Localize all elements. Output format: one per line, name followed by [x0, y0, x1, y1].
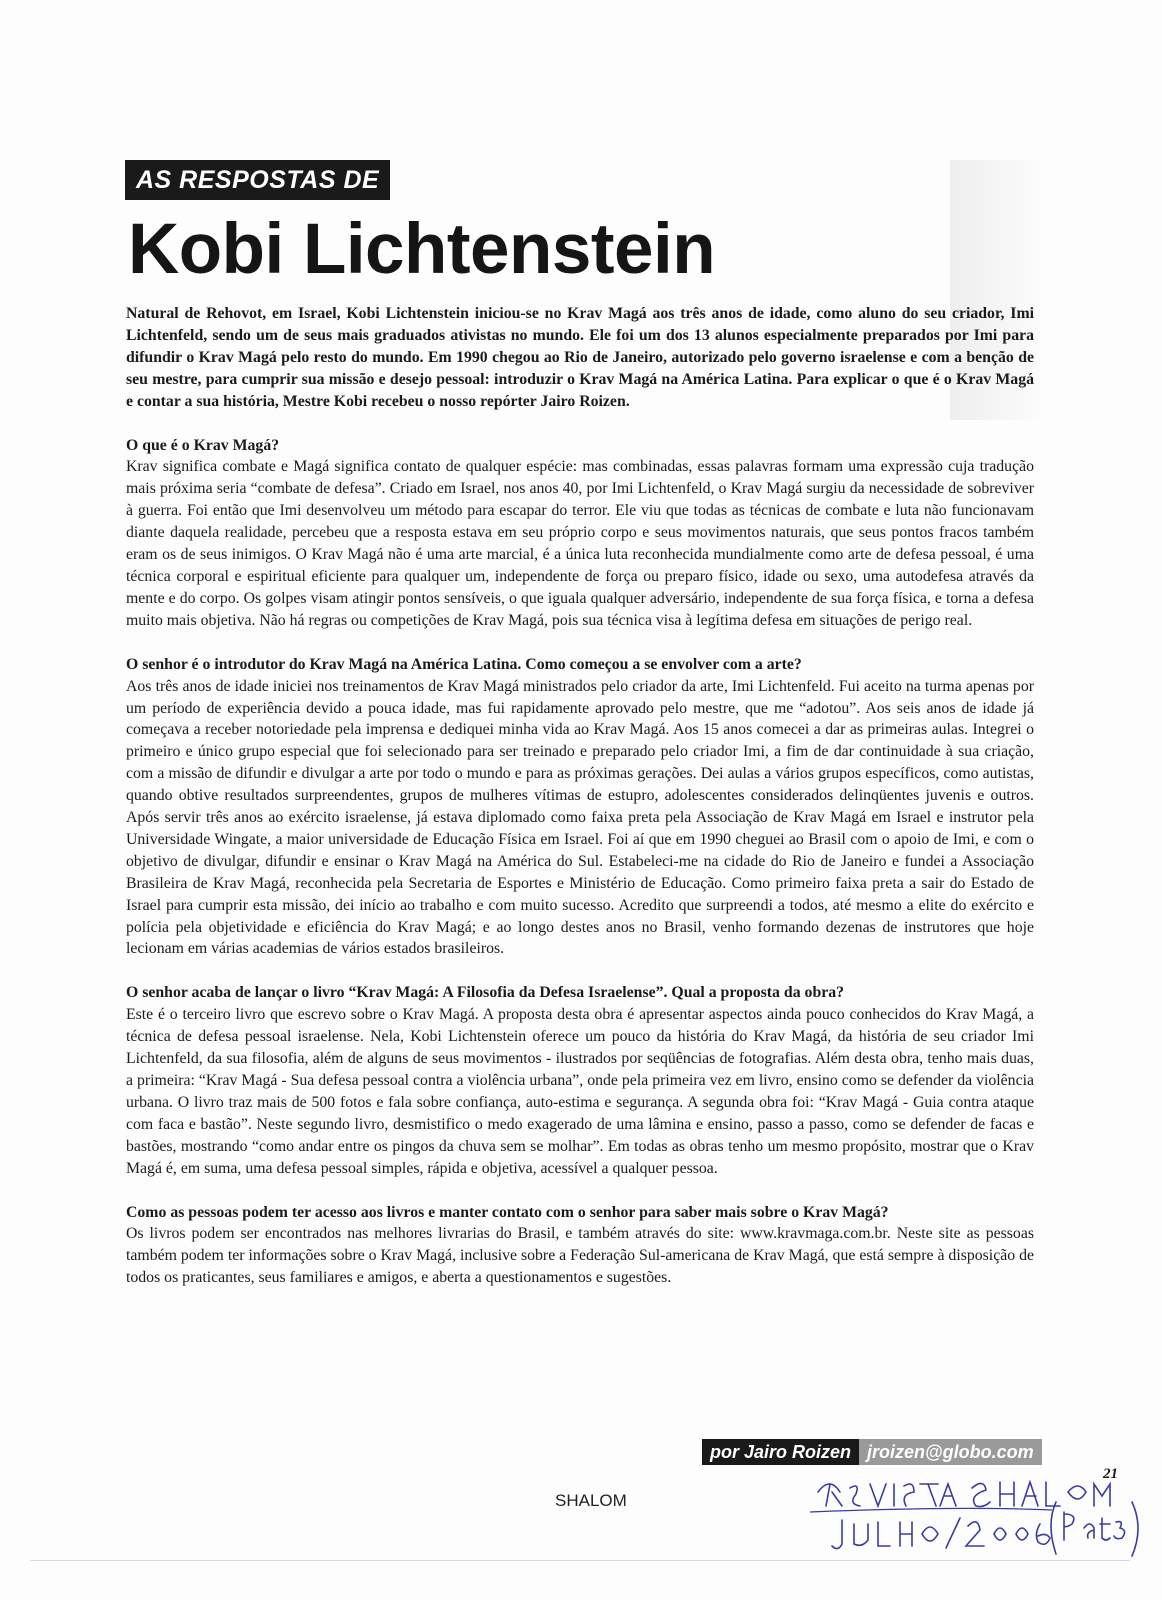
article-body: [126, 303, 1034, 1289]
answer: Krav significa combate e Magá significa contato de qualquer espécie: mas combinadas, essas palavras formam uma expressão cuja tradução mais próxima seria “combate de defesa”. Criado em Israel, nos anos 40, por Imi Lichtenfeld, o Krav Magá surgiu da necessidade de sobreviver à guerra. Foi então que Imi desenvolveu um método para escapar do terror. Ele viu que todas as técnicas de combate e luta não funcionavam diante daquela realidade, percebeu que a resposta estava em seu próprio corpo e seus movimentos naturais, que seus pontos fracos também eram os de seus inimigos. O Krav Magá não é uma arte marcial, é a única luta reconhecida mundialmente como arte de defesa pessoal, é uma técnica corporal e espiritual eficiente para qualquer um, independente de força ou preparo físico, idade ou sexo, uma autodefesa através da mente e do corpo. Os golpes visam atingir pontos sensíveis, o que iguala qualquer adversário, independente de sua força física, e torna a defesa muito mais objetiva. Não há regras ou competições de Krav Magá, pois sua técnica visa à legítima defesa em situações de perigo real.: [126, 458, 1034, 629]
question: Como as pessoas podem ter acesso aos livros e manter contato com o senhor para saber mais sobre o Krav Magá?: [126, 1203, 889, 1221]
qa-block: [126, 654, 1034, 961]
answer: Aos três anos de idade iniciei nos treinamentos de Krav Magá ministrados pelo criador da arte, Imi Lichtenfeld. Fui aceito na turma apenas por um período de experiência devido a pouca idade, mas fui rapidamente aprovado pelo mestre, que me “adotou”. Aos seis anos de idade já começava a receber notoriedade pela imprensa e dediquei minha vida ao Krav Magá. Aos 15 anos comecei a dar as primeiras aulas. Integrei o primeiro e único grupo especial que foi selecionado para ser treinado e preparado pelo criador Imi, a fim de dar continuidade à sua criação, com a missão de difundir e divulgar a arte por todo o mundo e para as próximas gerações. Dei aulas a vários grupos específicos, como autistas, quando obtive resultados surpreendentes, grupos de mulheres vítimas de estupro, adolescentes considerados delinqüentes juvenis e outros. Após servir três anos ao exército israelense, já estava diplomado como faixa preta pela Associação de Krav Magá em Israel e instrutor pela Universidade Wingate, a maior universidade de Educação Física em Israel. Foi aí que em 1990 cheguei ao Brasil com o apoio de Imi, e com o objetivo de divulgar, difundir e ensinar o Krav Magá na América do Sul. Estabeleci-me na cidade do Rio de Janeiro e fundei a Associação Brasileira de Krav Magá, reconhecida pela Secretaria de Esportes e Ministério de Educação. Como primeiro faixa preta a sair do Estado de Israel para cumprir esta missão, dei início ao trabalho e com muito sucesso. Acredito que surpreendi a todos, até mesmo a elite do exército e polícia pela objetividade e eficiência do Krav Magá; e ao longo destes anos no Brasil, venho formando dezenas de instrutores que hoje lecionam em várias academias de vários estados brasileiros.: [126, 677, 1034, 958]
qa-block: [126, 435, 1034, 632]
intro-paragraph: Natural de Rehovot, em Israel, Kobi Lichtenstein iniciou-se no Krav Magá aos três anos de idade, como aluno do seu criador, Imi Lichtenfeld, sendo um de seus mais graduados ativistas no mundo. Ele foi um dos 13 alunos especialmente preparados por Imi para difundir o Krav Magá pelo resto do mundo. Em 1990 chegou ao Rio de Janeiro, autorizado pelo governo israelense e com a benção de seu mestre, para cumprir sua missão e desejo pessoal: introduzir o Krav Magá na América Latina. Para explicar o que é o Krav Magá e contar a sua história, Mestre Kobi recebeu o nosso repórter Jairo Roizen.: [126, 305, 1034, 410]
section-kicker: AS RESPOSTAS DE: [125, 160, 390, 200]
answer: Este é o terceiro livro que escrevo sobre o Krav Magá. A proposta desta obra é apresentar aspectos ainda pouco conhecidos do Krav Magá, a técnica de defesa pessoal israelense. Nela, Kobi Lichtenstein oferece um pouco da história do Krav Magá, da história de seu criador Imi Lichtenfeld, da sua filosofia, além de alguns de seus movimentos - ilustrados por seqüências de fotografias. Além desta obra, tenho mais duas, a primeira: “Krav Magá - Sua defesa pessoal contra a violência urbana”, onde pela primeira vez em livro, ensino como se defender da violência urbana. O livro traz mais de 500 fotos e fala sobre confiança, auto-estima e segurança. A segunda obra foi: “Krav Magá - Guia contra ataque com faca e bastão”. Neste segundo livro, desmistifico o medo exagerado de uma lâmina e ensino, passo a passo, como se defender de facas e bastões, mostrando “como andar entre os pingos da chuva sem se molhar”. Em todas as obras tenho um mesmo propósito, mostrar que o Krav Magá é, em suma, uma defesa pessoal simples, rápida e objetiva, acessível a qualquer pessoa.: [126, 1006, 1034, 1177]
qa-block: [126, 1202, 1034, 1290]
page-bottom-rule: [30, 1560, 1130, 1561]
footer-magazine-name: SHALOM: [555, 1491, 627, 1510]
byline-email: jroizen@globo.com: [859, 1439, 1042, 1465]
byline-author: por Jairo Roizen: [702, 1439, 859, 1465]
page-title: Kobi Lichtenstein: [128, 210, 716, 289]
handwritten-note-drawing: [790, 1462, 1150, 1572]
answer: Os livros podem ser encontrados nas melhores livrarias do Brasil, e também através do site: www.kravmaga.com.br. Neste site as pessoas também podem ter informações sobre o Krav Magá, inclusive sobre a Federação Sul-americana de Krav Magá, que está sempre à disposição de todos os praticantes, seus familiares e amigos, e aberta a questionamentos e sugestões.: [126, 1225, 1034, 1287]
page-number: 21: [1103, 1466, 1118, 1482]
question: O senhor é o introdutor do Krav Magá na América Latina. Como começou a se envolver com a arte?: [126, 655, 802, 673]
question: O que é o Krav Magá?: [126, 436, 280, 454]
qa-block: [126, 982, 1034, 1179]
question: O senhor acaba de lançar o livro “Krav Magá: A Filosofia da Defesa Israelense”. Qual a proposta da obra?: [126, 984, 845, 1002]
